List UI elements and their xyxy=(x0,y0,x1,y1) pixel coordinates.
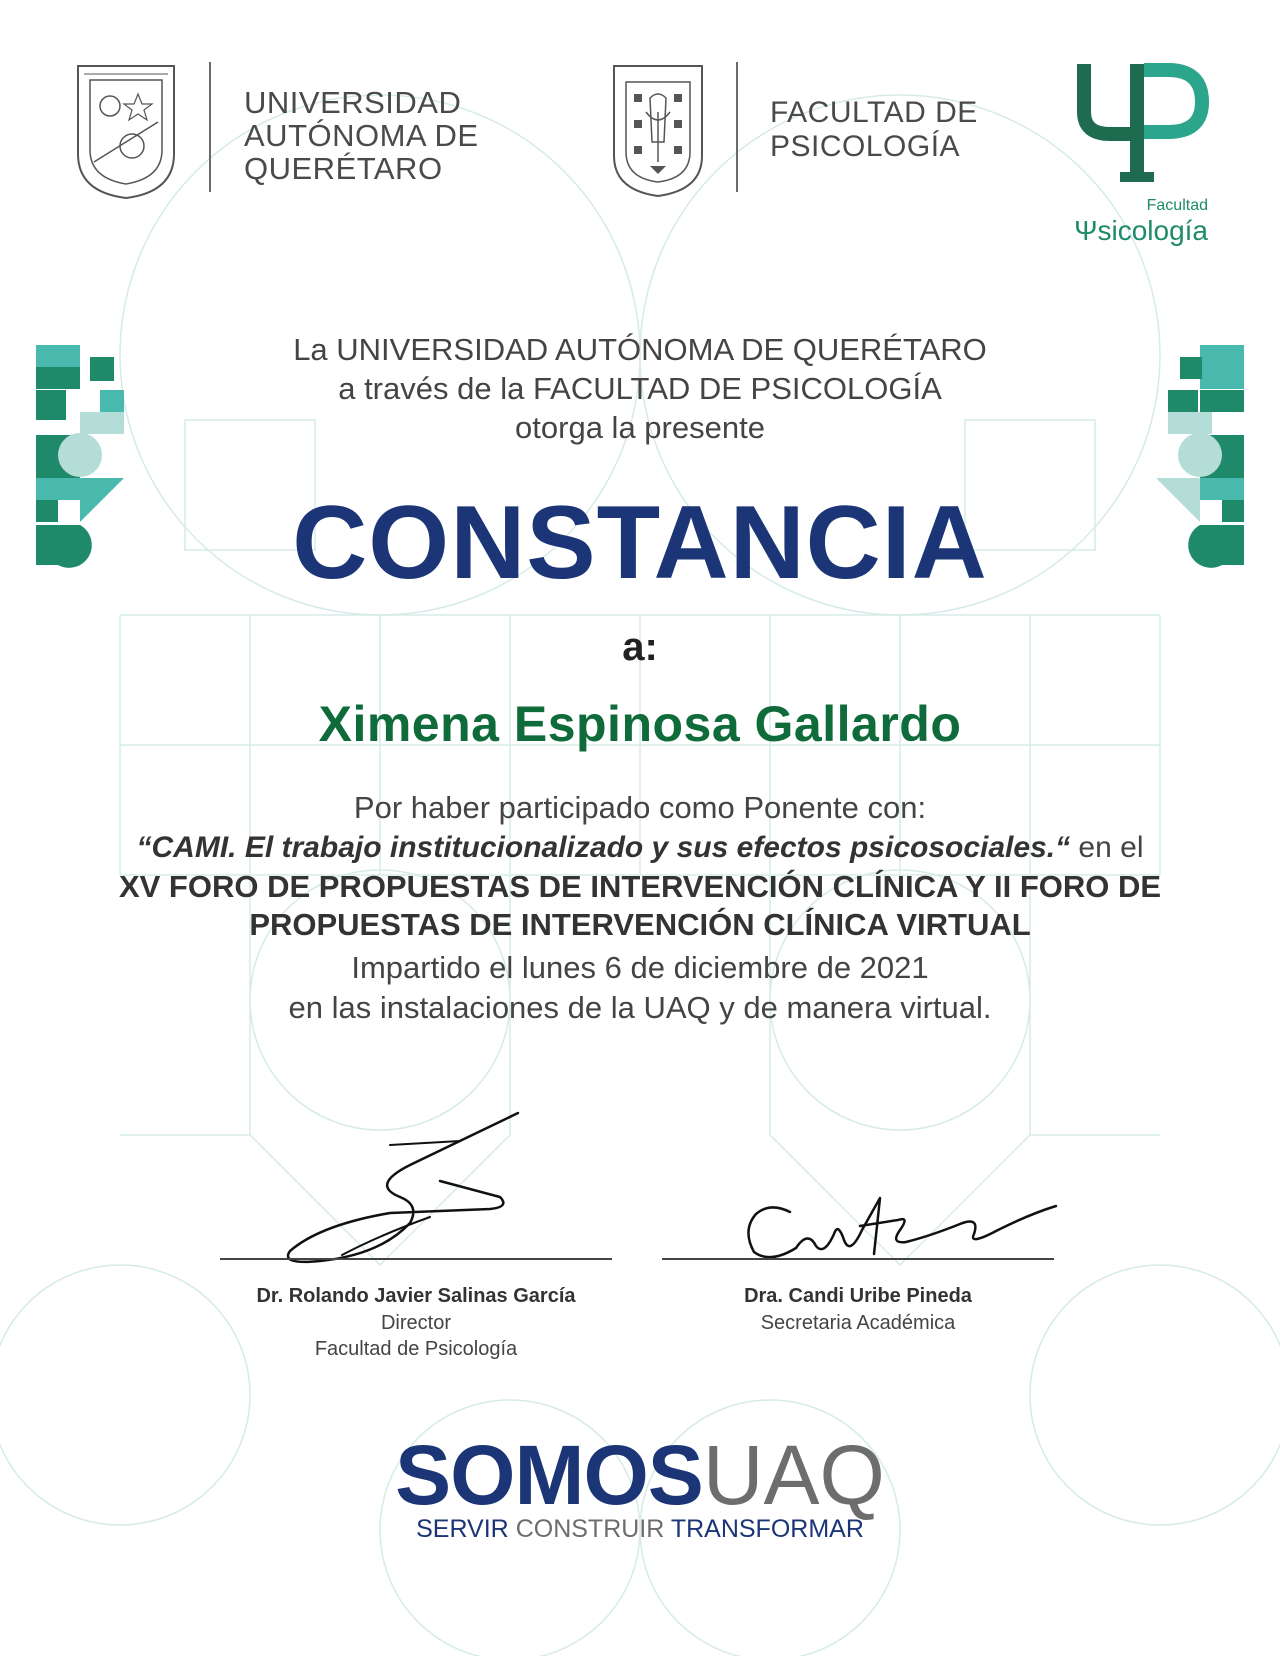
certificate-title: CONSTANCIA xyxy=(292,485,988,601)
secretary-signature-line xyxy=(662,1258,1054,1260)
university-name: UNIVERSIDAD AUTÓNOMA DE QUERÉTARO xyxy=(244,85,479,186)
participation-text: Por haber participado como Ponente con: xyxy=(353,790,927,825)
faculty-logo-caption: Facultad xyxy=(1146,197,1208,214)
brand-light: UAQ xyxy=(702,1428,885,1522)
talk-line xyxy=(0,828,1280,868)
faculty-logo-wordmark: Ψsicología xyxy=(1074,215,1208,246)
slogan: SERVIR CONSTRUIR TRANSFORMAR xyxy=(416,1515,864,1543)
faculty-name: FACULTAD DE PSICOLOGÍA xyxy=(770,96,978,163)
talk-title: “CAMI. El trabajo institucionalizado y sus efectos psicosociales.“ xyxy=(136,831,1071,864)
forum-name: XV FORO DE PROPUESTAS DE INTERVENCIÓN CLÍNICA Y II FORO DE PROPUESTAS DE INTERVENCIÓN CLÍNICA VIRTUAL xyxy=(118,869,1162,942)
intro-text: La UNIVERSIDAD AUTÓNOMA DE QUERÉTARO a través de la FACULTAD DE PSICOLOGÍA otorga la presente xyxy=(293,332,987,445)
faculty-seal-icon xyxy=(610,62,706,200)
psi-logo-icon xyxy=(1074,60,1210,186)
uaq-seal-icon xyxy=(74,62,178,202)
recipient-name: Ximena Espinosa Gallardo xyxy=(318,696,962,752)
director-role: Director xyxy=(380,1312,451,1334)
somos-uaq-logo xyxy=(0,1430,1280,1520)
header-divider xyxy=(209,62,211,192)
event-details: Impartido el lunes 6 de diciembre de 2021 en las instalaciones de la UAQ y de manera virtual. xyxy=(288,950,992,1025)
director-signature-icon xyxy=(260,1105,530,1265)
director-name: Dr. Rolando Javier Salinas García xyxy=(256,1285,576,1307)
talk-suffix: en el xyxy=(1070,831,1144,864)
secretary-role: Secretaria Académica xyxy=(760,1312,956,1334)
recipient-label: a: xyxy=(622,625,658,669)
director-unit: Facultad de Psicología xyxy=(314,1338,518,1360)
secretary-name: Dra. Candi Uribe Pineda xyxy=(744,1285,972,1307)
header-divider-2 xyxy=(736,62,738,192)
brand-bold: SOMOS xyxy=(395,1428,703,1522)
director-signature-line xyxy=(220,1258,612,1260)
